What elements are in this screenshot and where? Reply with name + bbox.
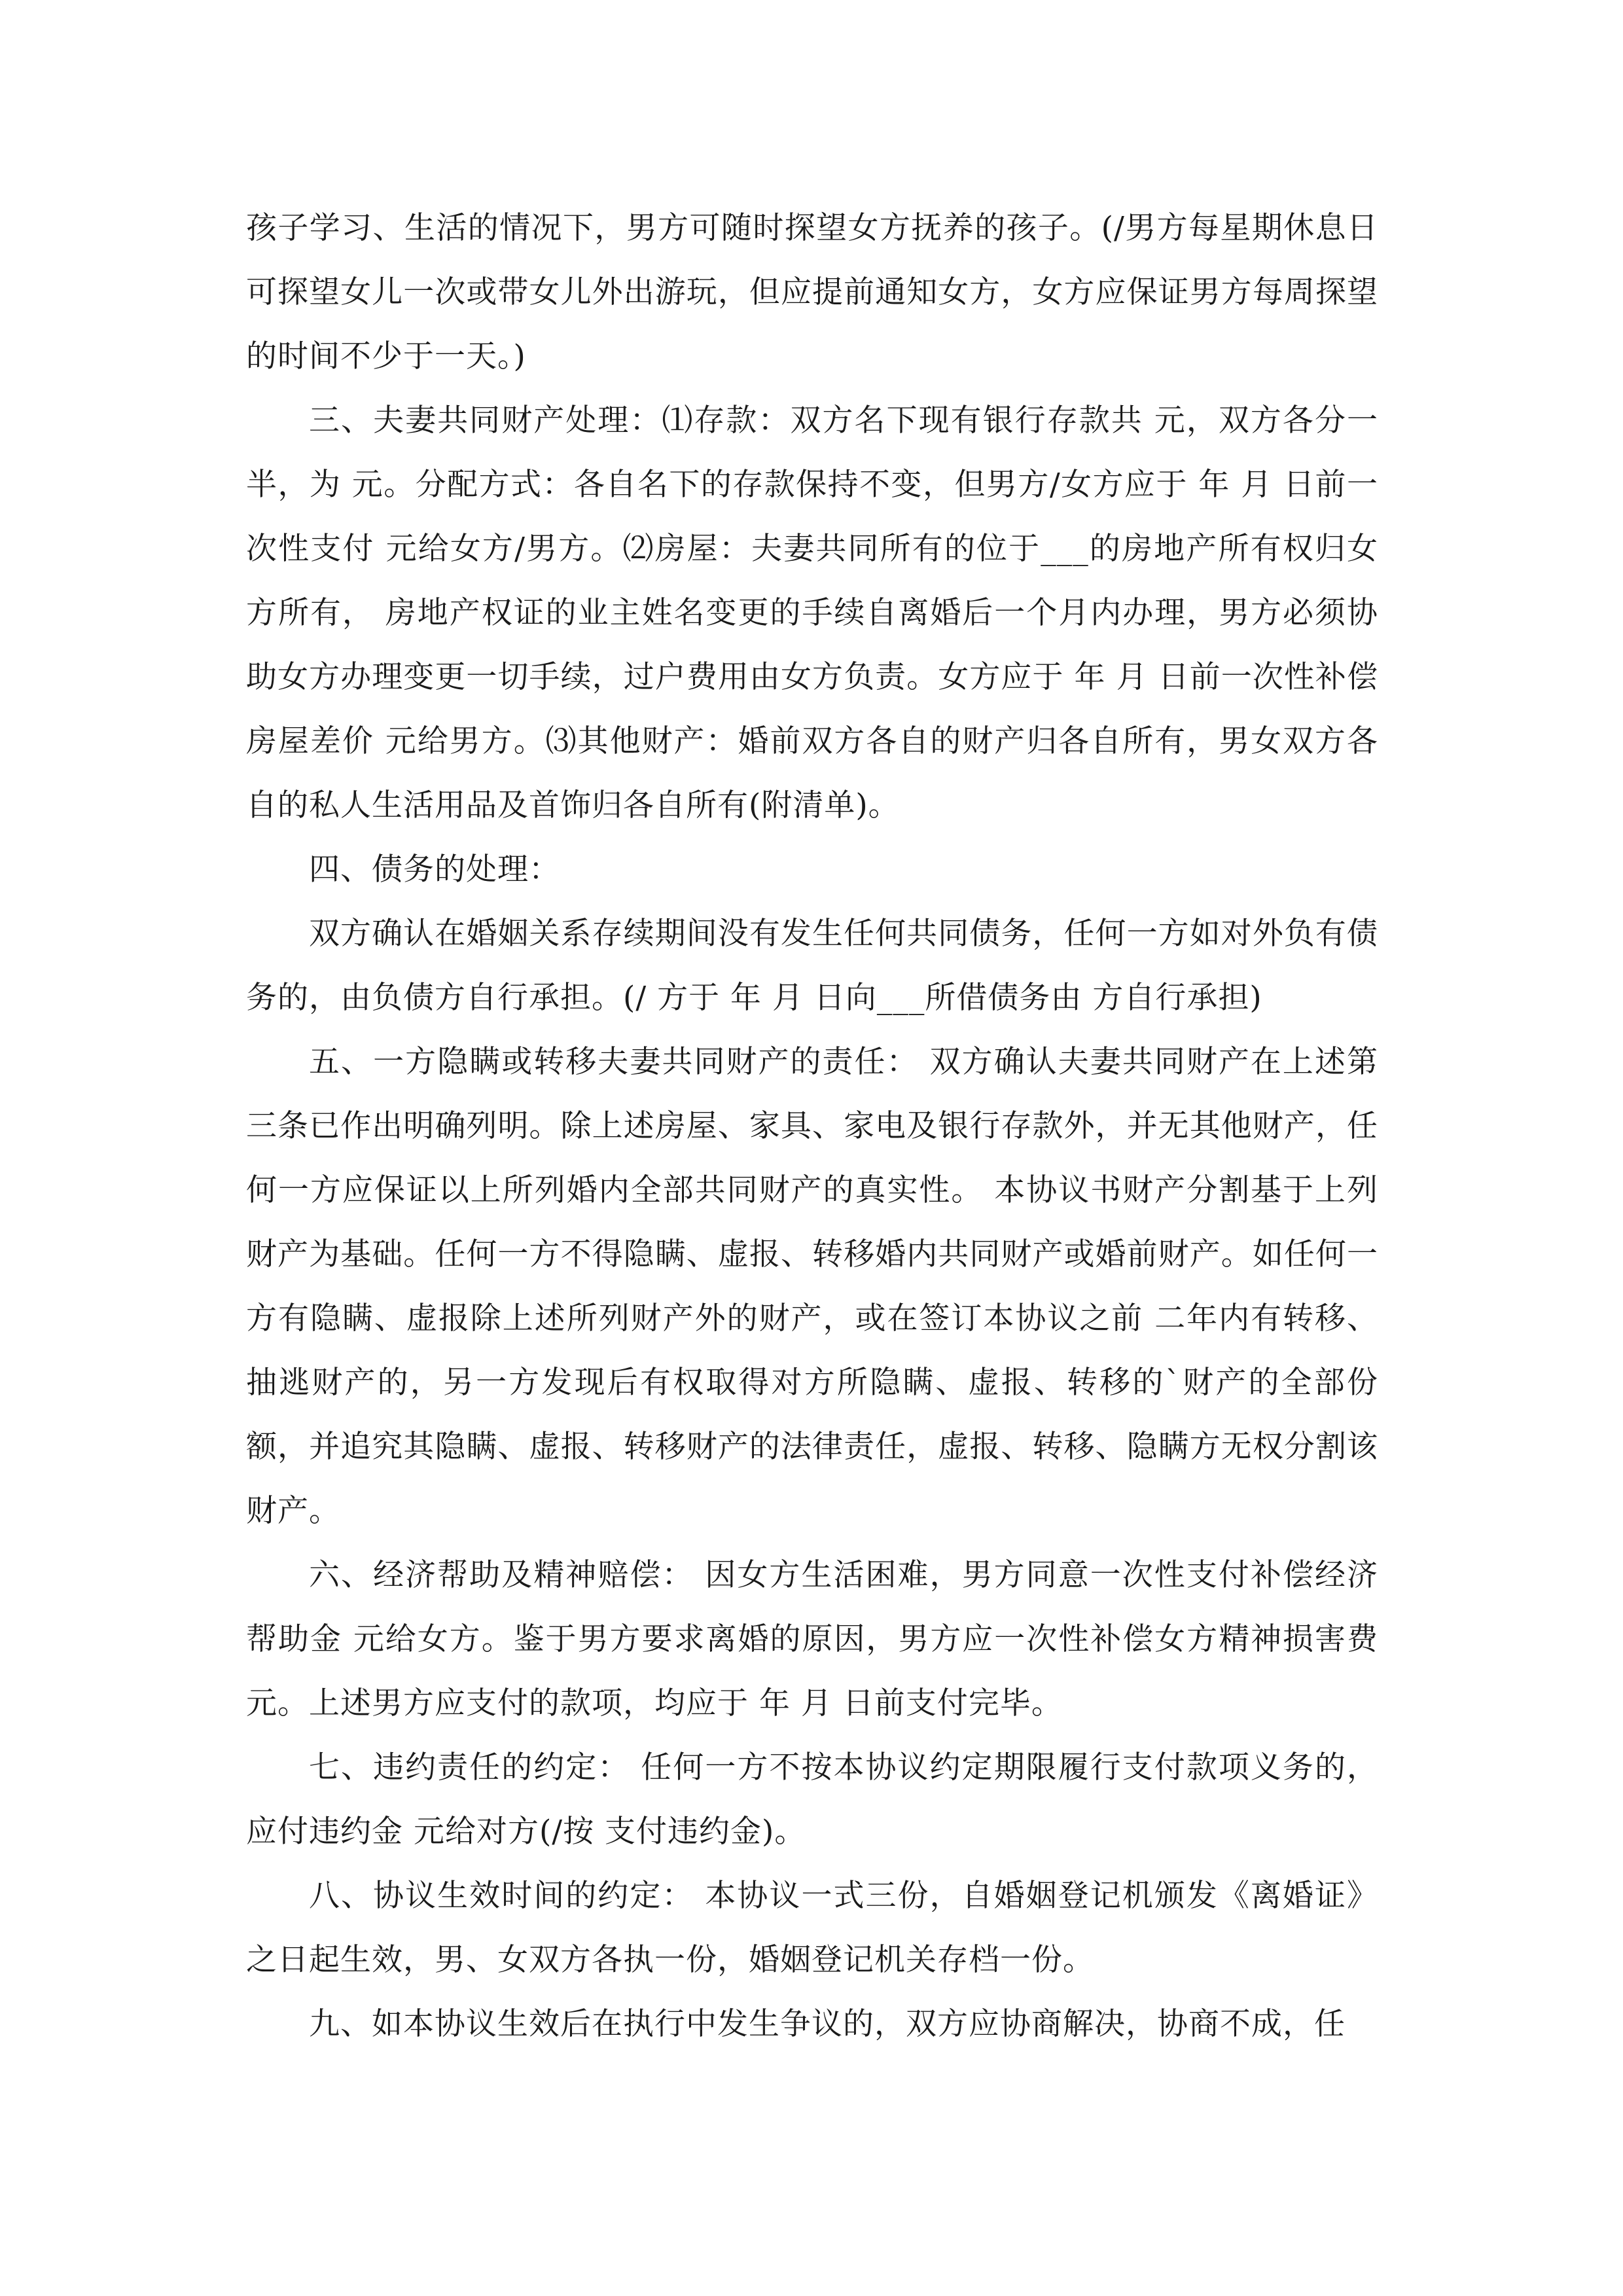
paragraph-effective-date: 八、协议生效时间的约定： 本协议一式三份，自婚姻登记机颁发《离婚证》之日起生效，男、女双方各执一份，婚姻登记机关存档一份。 bbox=[246, 1878, 1378, 1978]
paragraph-dispute-resolution: 九、如本协议生效后在执行中发生争议的，双方应协商解决，协商不成，任 bbox=[309, 2006, 1346, 2042]
paragraph-breach-liability: 七、违约责任的约定： 任何一方不按本协议约定期限履行支付款项义务的，应付违约金 元给对方(/按 支付违约金)。 bbox=[246, 1749, 1378, 1850]
paragraph-debt-heading: 四、债务的处理： bbox=[309, 852, 560, 888]
paragraph-visitation-continued: 孩子学习、生活的情况下，男方可随时探望女方抚养的孩子。(/男方每星期休息日可探望女儿一次或带女儿外出游玩，但应提前通知女方，女方应保证男方每周探望的时间不少于一天。) bbox=[246, 210, 1378, 374]
paragraph-joint-property: 三、夫妻共同财产处理：⑴存款：双方名下现有银行存款共 元，双方各分一半，为 元。分配方式：各自名下的存款保持不变，但男方/女方应于 年 月 日前一次性支付 元给女方/男方。⑵房屋：夫妻共同所有的位于___的房地产所有权归女方所有， 房地产权证的业主姓名变更的手续自离婚后一个月内办理，男方必须协助女方办理变更一切手续，过户费用由女方负责。女方应于 年 月 日前一次性补偿房屋差价 元给男方。⑶其他财产：婚前双方各自的财产归各自所有，男女双方各自的私人生活用品及首饰归各自所有(附清单)。 bbox=[246, 403, 1378, 823]
paragraph-debt-body: 双方确认在婚姻关系存续期间没有发生任何共同债务，任何一方如对外负有债务的，由负债方自行承担。(/ 方于 年 月 日向___所借债务由 方自行承担) bbox=[246, 916, 1378, 1016]
paragraph-economic-assistance: 六、经济帮助及精神赔偿： 因女方生活困难，男方同意一次性支付补偿经济帮助金 元给女方。鉴于男方要求离婚的原因，男方应一次性补偿女方精神损害费 元。上述男方应支付的款项，均应于 年 月 日前支付完毕。 bbox=[246, 1557, 1378, 1721]
document-page bbox=[246, 196, 1378, 2056]
paragraph-concealment-liability: 五、一方隐瞒或转移夫妻共同财产的责任： 双方确认夫妻共同财产在上述第三条已作出明确列明。除上述房屋、家具、家电及银行存款外，并无其他财产，任何一方应保证以上所列婚内全部共同财产的真实性。 本协议书财产分割基于上列财产为基础。任何一方不得隐瞒、虚报、转移婚内共同财产或婚前财产。如任何一方有隐瞒、虚报除上述所列财产外的财产，或在签订本协议之前 二年内有转移、抽逃财产的，另一方发现后有权取得对方所隐瞒、虚报、转移的`财产的全部份额，并追究其隐瞒、虚报、转移财产的法律责任，虚报、转移、隐瞒方无权分割该财产。 bbox=[246, 1044, 1378, 1529]
